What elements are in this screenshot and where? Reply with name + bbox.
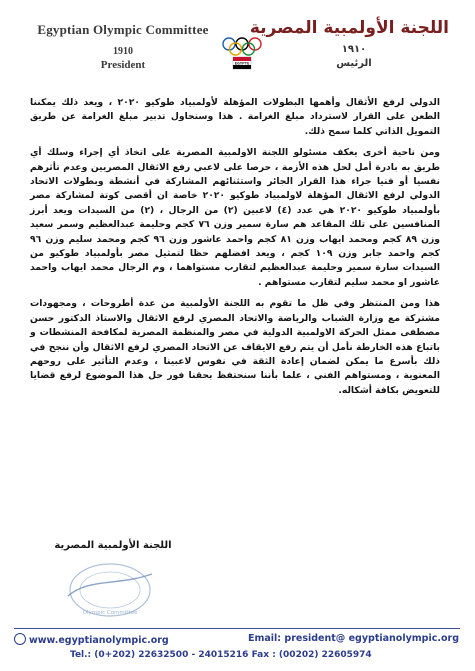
logo-text: EGYPTE bbox=[234, 61, 250, 66]
position-ar: الرئيس bbox=[336, 58, 372, 69]
footer-tel-fax: Tel.: (0+202) 22632500 - 24015216 Fax : (00202) 22605974 bbox=[70, 650, 372, 660]
header-english bbox=[28, 22, 218, 71]
founded-year-en: 1910 bbox=[113, 46, 133, 57]
olympic-rings-logo-icon bbox=[220, 36, 264, 70]
position-en: President bbox=[100, 59, 146, 71]
body-paragraph-2: ومن ناحية أخرى يعكف مسئولو اللجنة الاولمبية المصرية على اتخاذ أي إجراء وسلك أي طريق به بادرة أمل لحل هذه الأزمة ، حرصا على لاعبي رفع الاثقال المصريين وعدم تأثرهم نفسيا أو فنيا جراء هذا القرار الجائر واستثنائهم المشاركة في أنشطة وبطولات الاتحاد الدولي لرفع الاثقال المؤهلة لاولمبياد طوكيو ٢٠٢٠ خاصة ان أقصى كوتة لمشاركة مصر بأولمبياد طوكيو ٢٠٢٠ هي عدد (٤) لاعبين (٢) من الرجال ، (٢) من السيدات ويعد أبرز المنافسين على تلك المقاعد هم سارة سمير وزن ٧٦ كجم وحليمة عبدالعظيم وسمر سعيد وزن ٨٩ كجم ومحمد ايهاب وزن ٨١ كجم واحمد عاشور وزن ٩٦ كجم ومحمد سليم وزن ٩٦ كجم واحمد جابر وزن ١٠٩ كجم ، ويعد افضلهم حظا لتمثيل مصر بأولمبياد طوكيو من السيدات سارة سمير وحليمة عبدالعظيم لتقارب مستواهما ، وم الرجال محمد ايهاب واحمد عاشور او محمد سليم لتقارب مستواهم . bbox=[30, 147, 441, 288]
footer-divider bbox=[14, 628, 460, 629]
org-name-ar: اللجنة الأولمبية المصرية bbox=[249, 18, 449, 38]
website-link[interactable]: www.egyptianolympic.org bbox=[29, 635, 169, 646]
org-name-en: Egyptian Olympic Committee bbox=[37, 22, 209, 37]
founded-year-ar: ١٩١٠ bbox=[341, 44, 367, 55]
letter-body bbox=[30, 96, 440, 405]
globe-icon bbox=[14, 633, 26, 645]
official-stamp-icon bbox=[48, 556, 168, 622]
stamp-text: Olympic Committee bbox=[82, 610, 138, 616]
footer-email[interactable]: Email: president@ egyptianolympic.org bbox=[247, 633, 459, 644]
signature-line: اللجنة الأولمبية المصرية bbox=[54, 540, 172, 551]
header-arabic bbox=[249, 18, 449, 69]
body-paragraph-1: الدولي لرفع الأثقال وأهمها البطولات المؤهلة لأولمبياد طوكيو ٢٠٢٠ ، ويعد ذلك يمكننا الطعن على القرار لاسترداد مبلغ الغرامة . هذا وسنحاول تدبير مبلغ الغرامة عن طريق التمويل الذاتي كلما سمح ذلك. bbox=[30, 97, 440, 137]
body-paragraph-3: هذا ومن المنتظر وفي ظل ما تقوم به اللجنة الأولمبية من عدة أطروحات ، ومجهودات مشتركة مع وزارة الشباب والرياضة والاتحاد المصري لرفع الاثقال والاستاذ الدكتور حسن مصطفى ممثل الحركة الاولمبية الدولية في مصر والمنظمة المصرية لمكافحة المنشطات و باتباع هذه الخارطة نأمل أن يتم رفع الايقاف عن الاتحاد المصري لرفع الاثقال وأن ننجح في ذلك بأسرع ما يمكن لضمان إعادة الثقة في نفوس لاعبينا ، وعدم التأثير على روحهم المعنوية ، ومستواهم الفني ، علما بأننا سنحتفظ بحقنا فور حل هذا الموضوع لرفع قضايا للتعويض بكافة أشكاله. bbox=[30, 298, 440, 396]
footer-website[interactable] bbox=[14, 633, 169, 646]
